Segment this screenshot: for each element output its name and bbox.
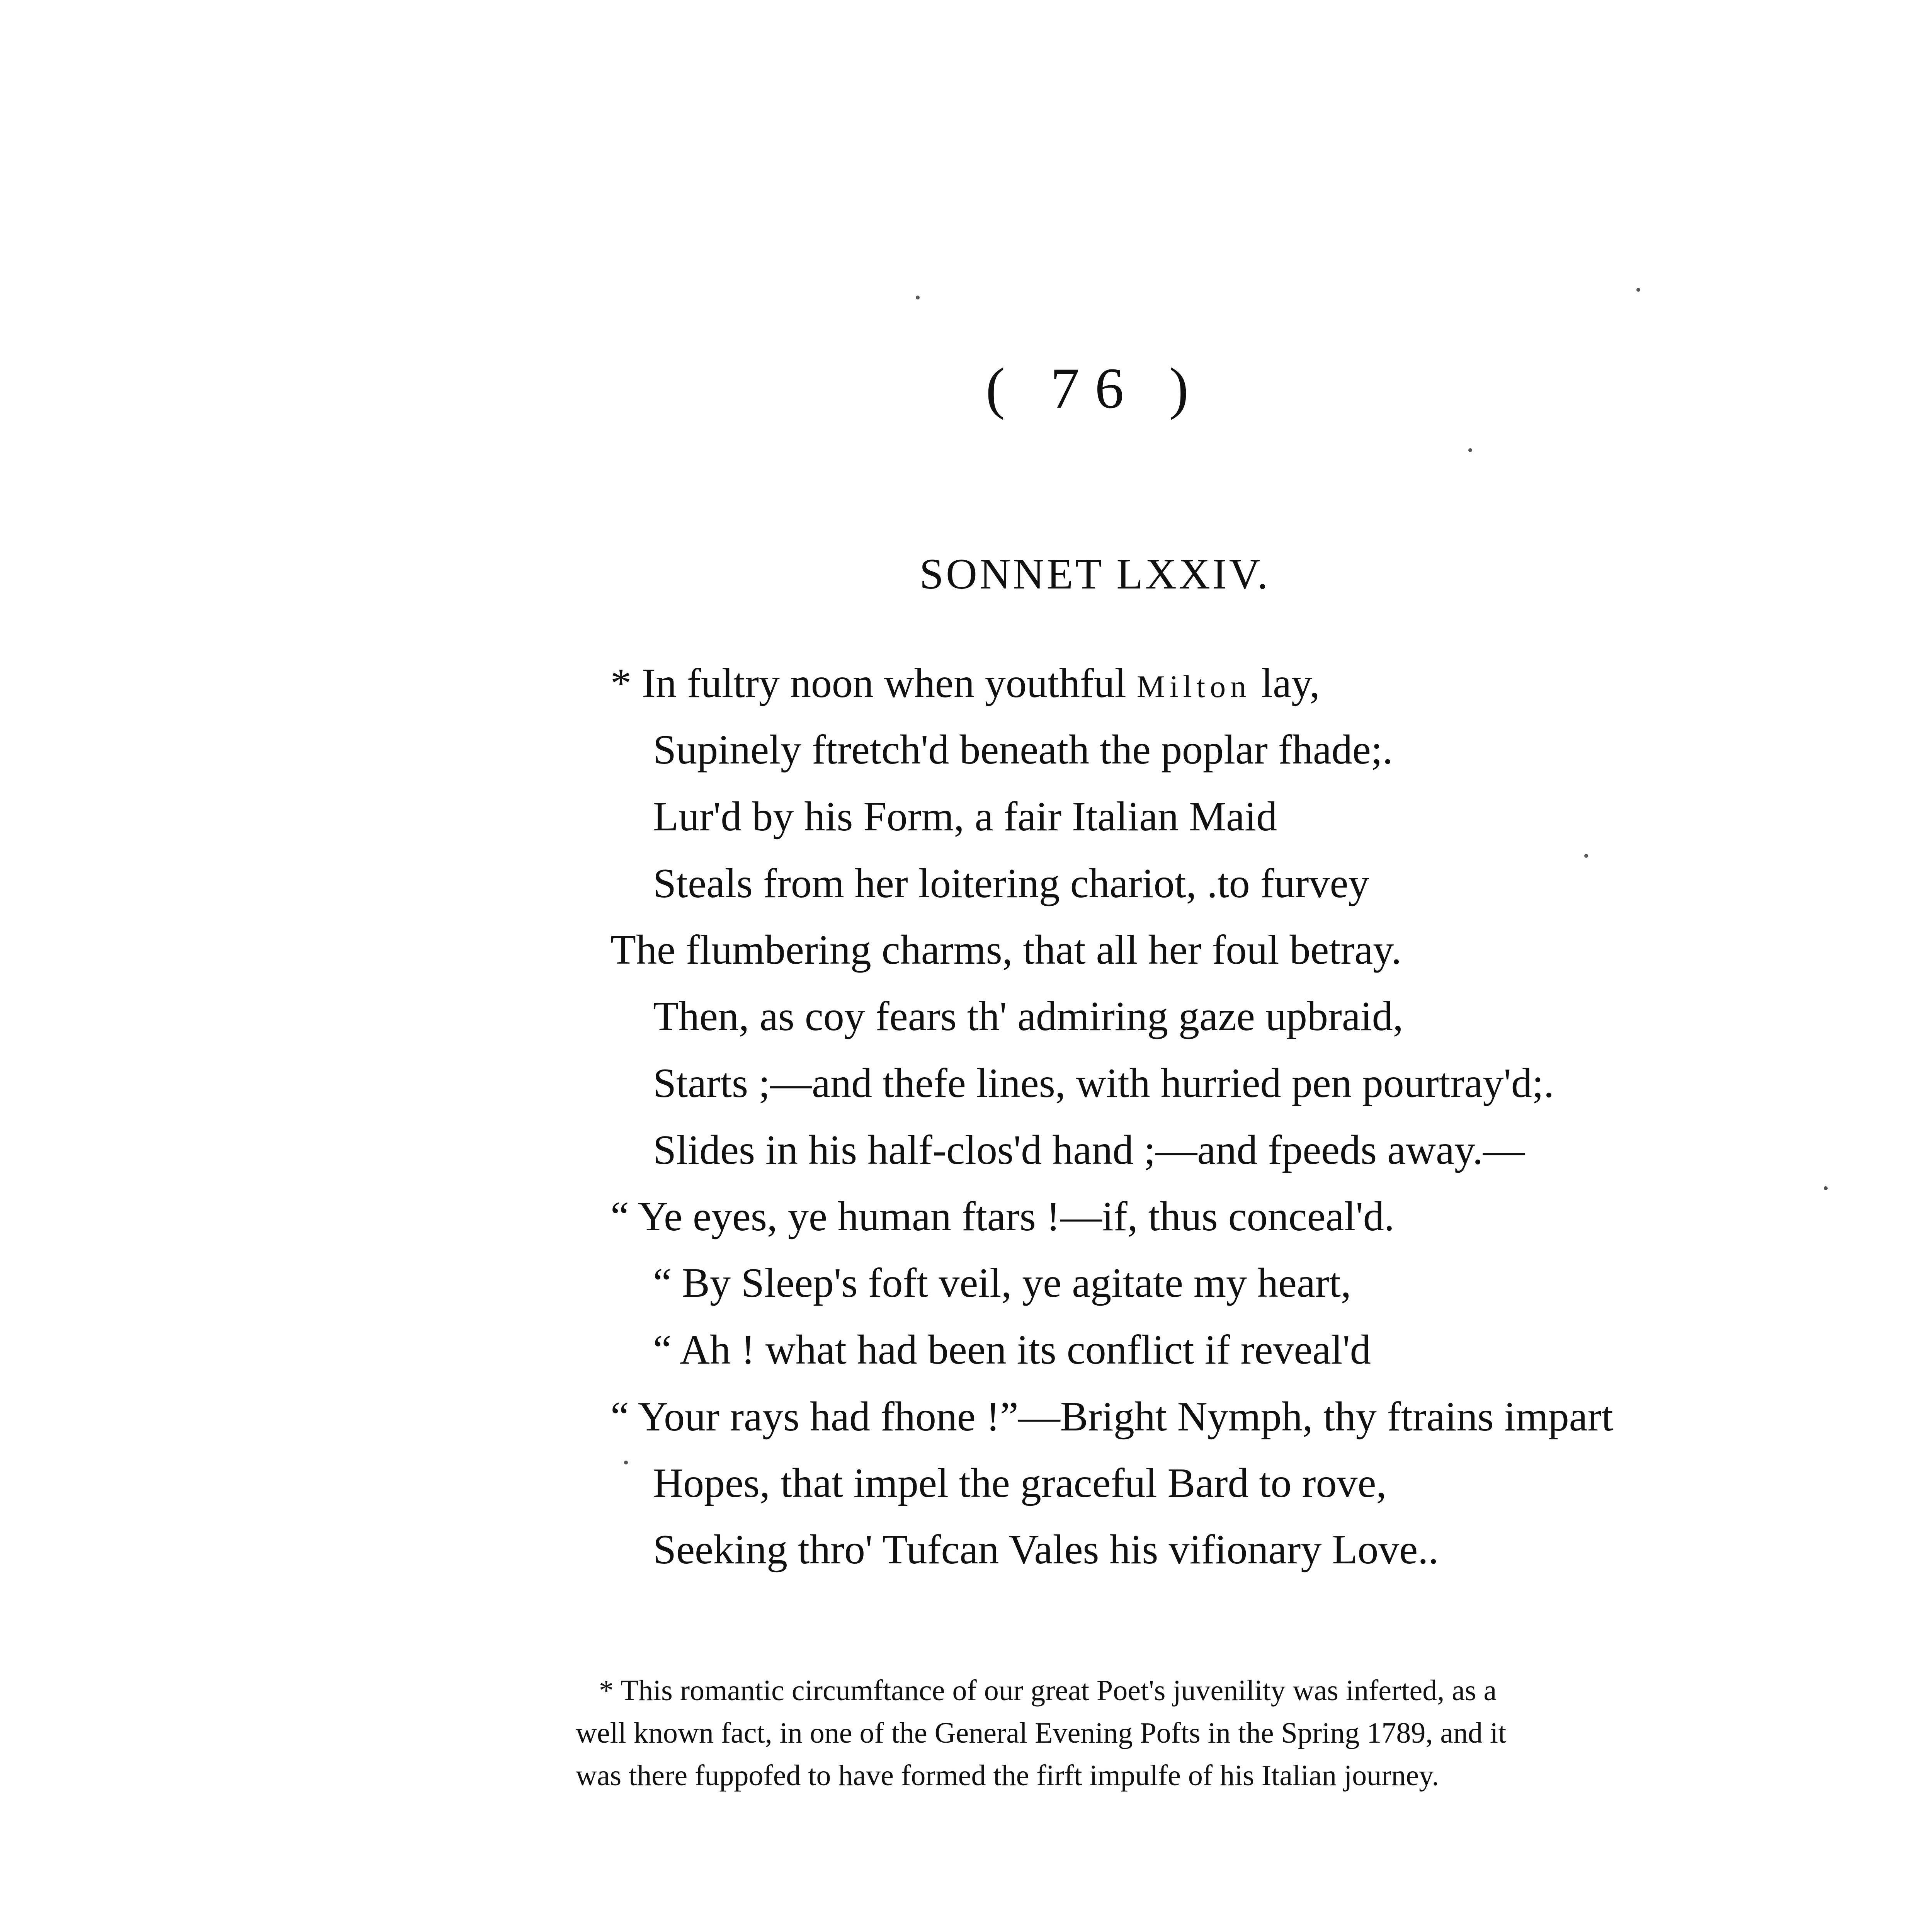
poem-line: Supinely ftretch'd beneath the poplar fhade;. — [653, 727, 1393, 773]
footnote-line: * This romantic circumftance of our great Poet's juvenility was inferted, as a — [599, 1674, 1497, 1707]
page-number: ( 76 ) — [986, 356, 1204, 420]
poem-line: “ By Sleep's foft veil, ye agitate my heart, — [653, 1260, 1351, 1306]
poem-line — [611, 660, 1320, 706]
poem-line: The flumbering charms, that all her foul betray. — [611, 927, 1402, 973]
sonnet-title: SONNET LXXIV. — [919, 550, 1270, 598]
poet-name: Milton — [1136, 669, 1251, 704]
scan-speck — [1468, 448, 1472, 452]
poem-line: “ Ye eyes, ye human ftars !—if, thus conceal'd. — [611, 1194, 1395, 1240]
footnote-line: well known fact, in one of the General Evening Pofts in the Spring 1789, and it — [576, 1717, 1507, 1749]
poem-line: “ Your rays had fhone !”—Bright Nymph, thy ftrains impart — [611, 1394, 1613, 1440]
scan-speck — [624, 1461, 628, 1464]
scan-speck — [1824, 1186, 1828, 1190]
poem-line: Hopes, that impel the graceful Bard to rove, — [653, 1460, 1387, 1506]
scan-speck — [1584, 854, 1588, 858]
footnote-line: was there fuppofed to have formed the firft impulfe of his Italian journey. — [576, 1759, 1439, 1792]
poem-line-pre: * In fultry noon when youthful — [611, 660, 1137, 706]
scan-speck — [916, 296, 920, 299]
poem-line-post: lay, — [1251, 660, 1320, 706]
poem-line: “ Ah ! what had been its conflict if reveal'd — [653, 1327, 1371, 1373]
poem-line: Slides in his half-clos'd hand ;—and fpeeds away.— — [653, 1127, 1525, 1173]
footnote — [576, 1669, 1696, 1797]
poem-line: Starts ;—and thefe lines, with hurried pen pourtray'd;. — [653, 1060, 1554, 1106]
poem-line: Steals from her loitering chariot, .to furvey — [653, 861, 1369, 906]
poem-line: Then, as coy fears th' admiring gaze upbraid, — [653, 993, 1403, 1039]
poem-line: Lur'd by his Form, a fair Italian Maid — [653, 794, 1277, 840]
poem-line: Seeking thro' Tufcan Vales his vifionary Love.. — [653, 1527, 1439, 1573]
scan-speck — [1636, 288, 1640, 292]
